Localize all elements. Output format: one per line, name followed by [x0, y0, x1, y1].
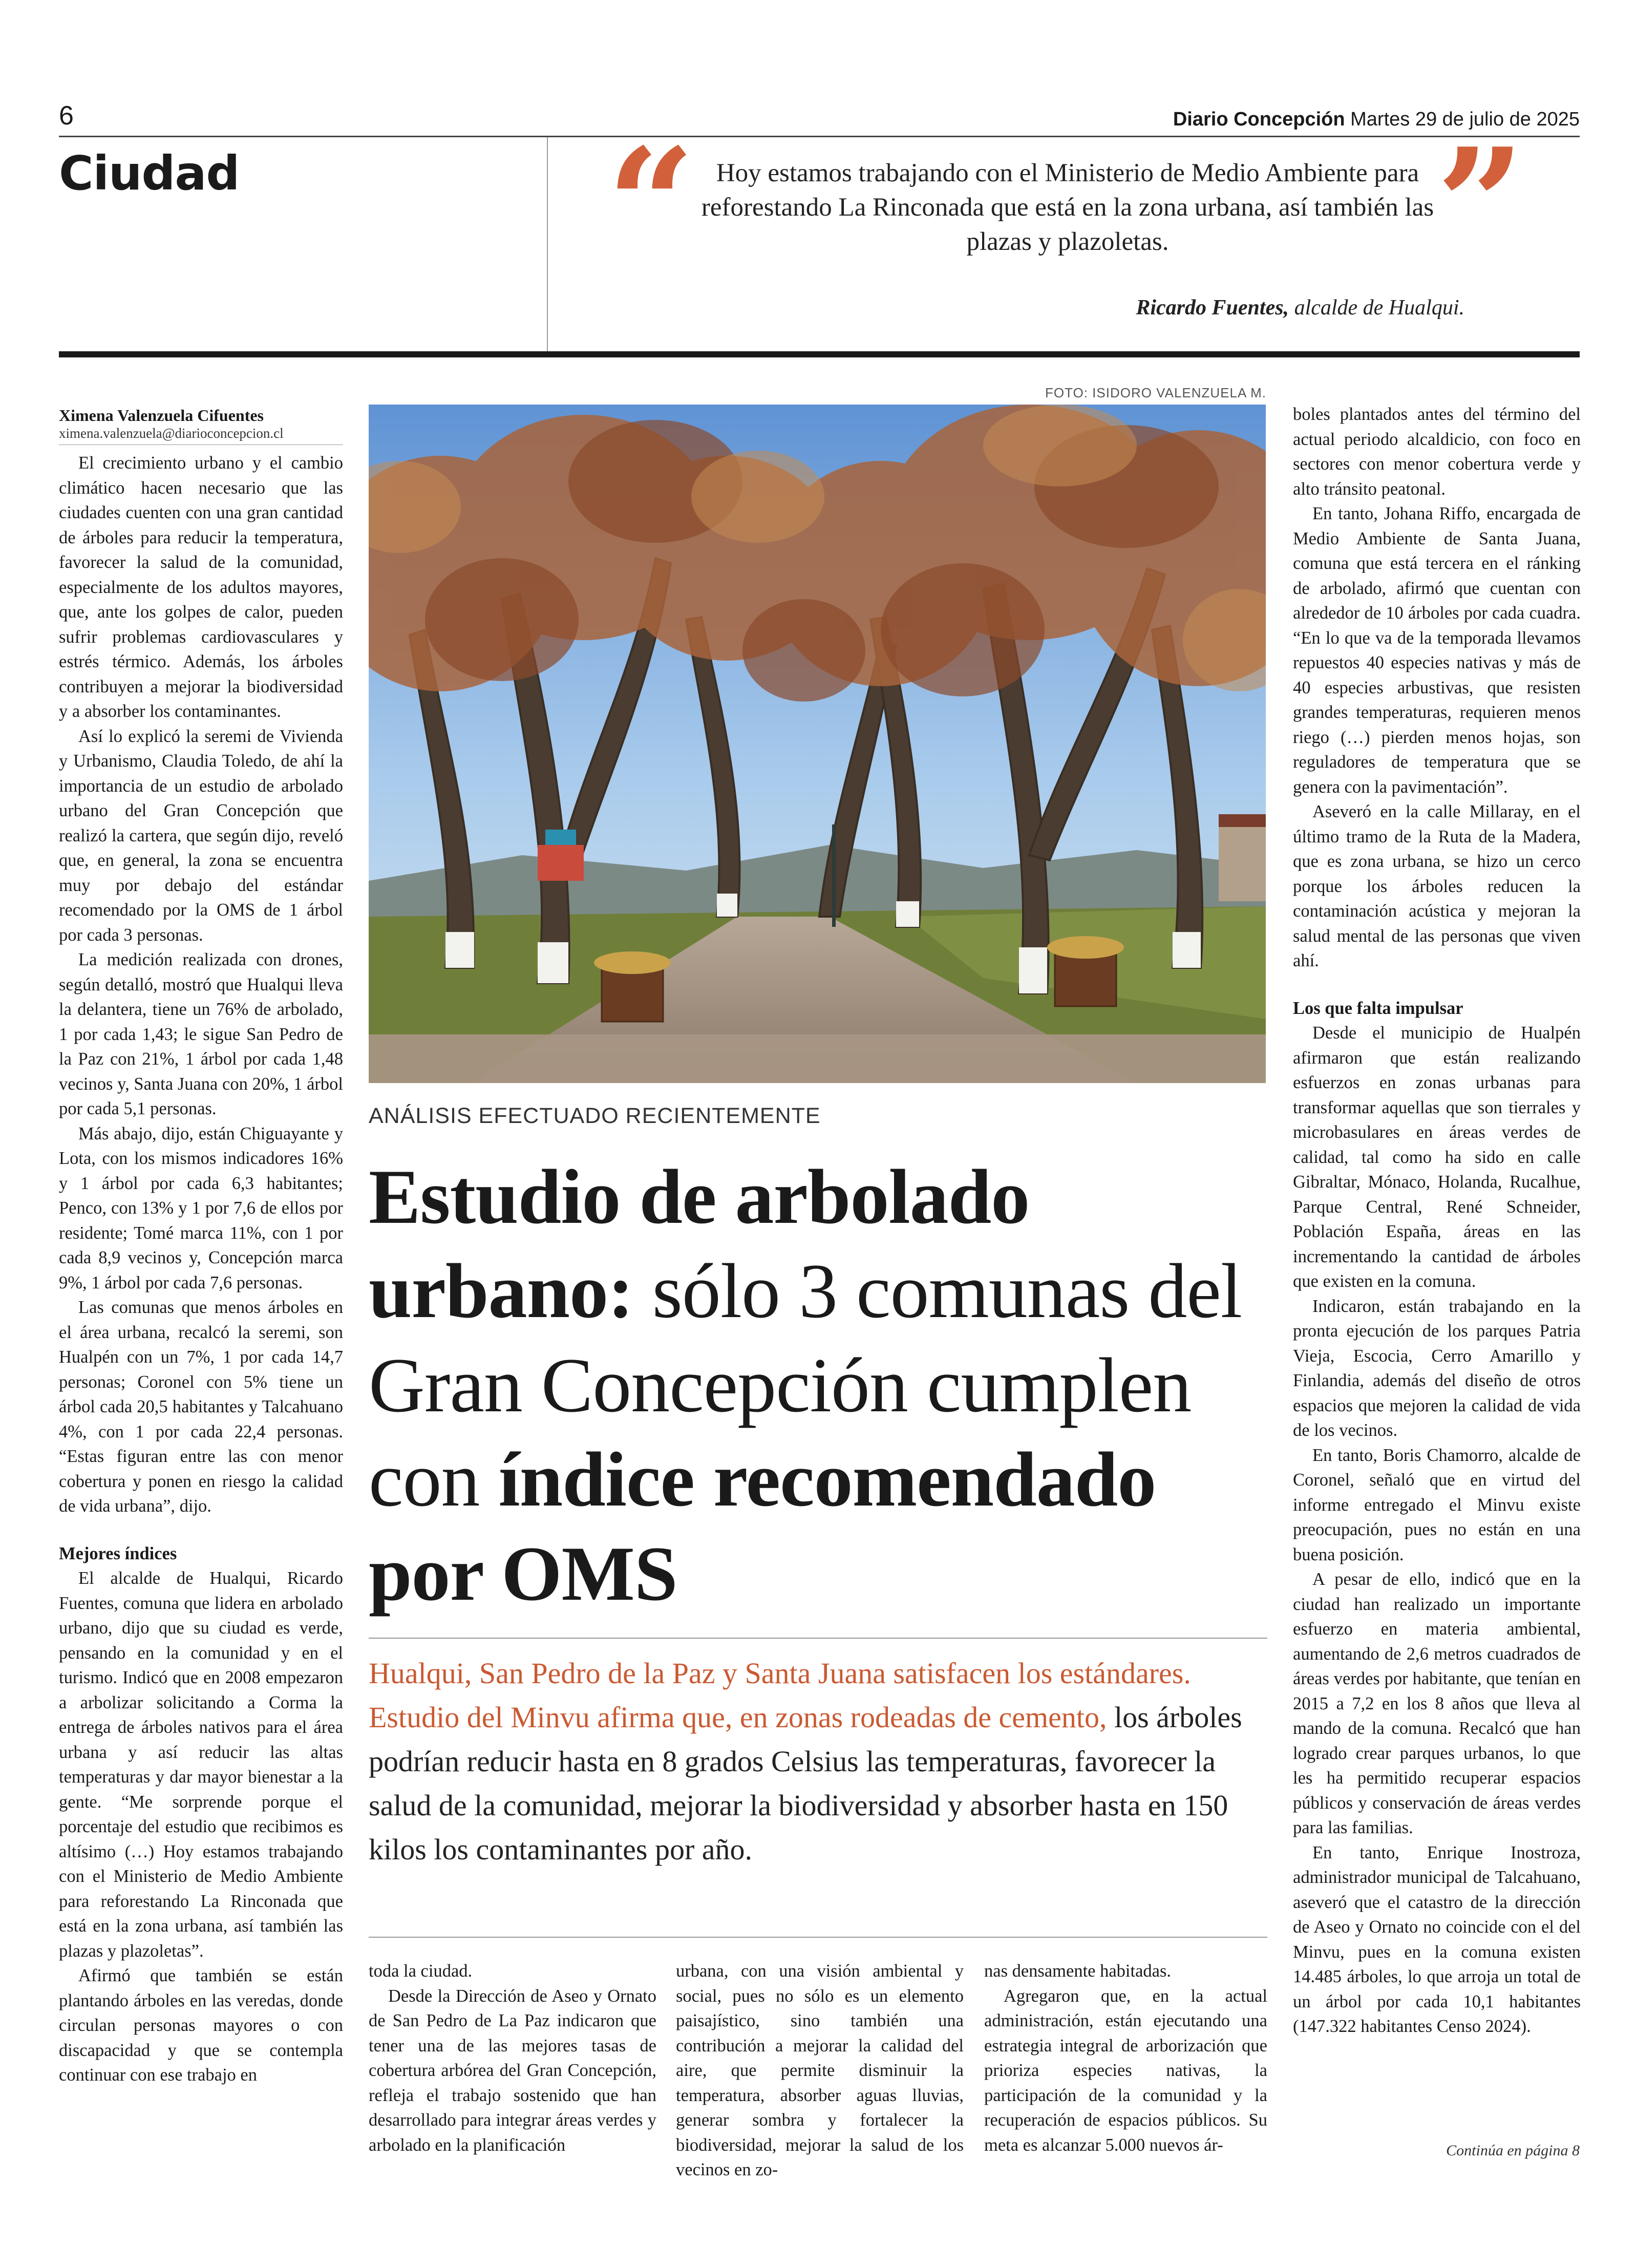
paragraph: En tanto, Enrique Inostroza, administrador municipal de Talcahuano, aseveró que el catastro de la dirección de Aseo y Ornato no coincide con el del Minvu, pues en la comuna existen 14.485 árboles, lo que arroja un total de un árbol por cada 10,1 habitantes (147.322 habitantes Censo 2024).: [1293, 1842, 1581, 2036]
article-photo: [369, 405, 1266, 1083]
paragraph: Así lo explicó la seremi de Vivienda y Urbanismo, Claudia Toledo, de ahí la importancia de un estudio de arbolado urbano del Gran Concepción que realizó la cartera, que según dijo, reveló que, en general, la zona se encuentra muy por debajo del estándar recomendado por la OMS de 1 árbol por cada 3 personas.: [59, 726, 343, 945]
paragraph: Agregaron que, en la actual administración, están ejecutando una estrategia integral de arborización que prioriza especies nativas, la participación de la comunidad y la recuperación de espacios públicos. Su meta es alcanzar 5.000 nuevos ár-: [984, 1986, 1267, 2155]
subhead-mejores-indices: Mejores índices: [59, 1543, 177, 1563]
paragraph: boles plantados antes del término del actual periodo alcaldicio, con foco en sectores con menor cobertura verde y alto tránsito peatonal.: [1293, 405, 1581, 499]
byline: [59, 406, 343, 445]
header-thick-rule: [59, 351, 1580, 357]
subhead-los-que-falta-impulsar: Los que falta impulsar: [1293, 998, 1463, 1018]
author-email: ximena.valenzuela@diarioconcepcion.cl: [59, 425, 343, 445]
headline-rule: [369, 1638, 1267, 1639]
pull-quote-text: Hoy estamos trabajando con el Ministerio de Medio Ambiente para reforestando La Rinconada que está en la zona urbana, así también las plazas y plazoletas.: [701, 159, 1434, 256]
article-column-5: [1293, 402, 1581, 2039]
paragraph: El alcalde de Hualqui, Ricardo Fuentes, comuna que lidera en arbolado urbano, dijo que su ciudad es verde, pensando en la comunidad y en el turismo. Indicó que en 2008 empezaron a arbolizar solicitando a Corma la entrega de árboles nativos para el área urbana y así reducir las altas temperaturas y dar mayor bienestar a la gente. “Me sorprende porque el porcentaje del estudio que recibimos es altísimo (…) Hoy estamos trabajando con el Ministerio de Medio Ambiente para reforestando La Rinconada que está en la zona urbana, así también las plazas y plazoletas”.: [59, 1568, 343, 1961]
paragraph: urbana, con una visión ambiental y social, pues no sólo es un elemento paisajístico, sino también una contribución a mejorar la calidad del aire, que permite disminuir la temperatura, absorber aguas lluvias, generar sombra y fortalecer la biodiversidad, mejorar la salud de los vecinos en zo-: [676, 1961, 964, 2179]
deck-text: los árboles podrían reducir hasta en 8 grados Celsius las temperaturas, favorecer la salud de la comunidad, mejorar la biodiversidad y absorber hasta en 150 kilos los contaminantes por año.: [369, 1701, 1242, 1866]
paragraph: En tanto, Boris Chamorro, alcalde de Coronel, señaló que en virtud del informe entregado el Minvu existe preocupación, pues no están en una buena posición.: [1293, 1445, 1581, 1564]
headline-light-part: sólo 3 comunas del Gran Concepción cumplen con: [369, 1248, 1242, 1522]
paragraph: Desde la Dirección de Aseo y Ornato de San Pedro de La Paz indicaron que tener una de las mejores tasas de cobertura arbórea del Gran Concepción, refleja el trabajo sostenido que han desarrollado para integrar áreas verdes y arbolado en la planificación: [369, 1986, 656, 2155]
quote-open-icon: “: [607, 114, 695, 295]
deck-highlight: Hualqui, San Pedro de la Paz y Santa Juana satisfacen los estándares. Estudio del Minvu afirma que, en zonas rodeadas de cemento,: [369, 1657, 1191, 1734]
deck-rule: [369, 1937, 1267, 1938]
article-column-3: [676, 1959, 964, 2182]
issue-date: Martes 29 de julio de 2025: [1350, 109, 1580, 130]
paragraph: En tanto, Johana Riffo, encargada de Medio Ambiente de Santa Juana, comuna que está tercera en el ránking de arbolado, afirmó que cuentan con alrededor de 10 árboles por cada cuadra. “En lo que va de la temporada llevamos repuestos 40 especies nativas y más de 40 especies arbustivas, que resisten grandes temperaturas, requieren menos riego (…) pierden menos hojas, son reguladores de temperatura que se genera con la pavimentación”.: [1293, 504, 1581, 797]
paragraph: Las comunas que menos árboles en el área urbana, recalcó la seremi, son Hualpén con un 7%, 1 por cada 14,7 personas; Coronel con 5% tiene un árbol cada 20,5 habitantes y Talcahuano 4%, con 1 por cada 22,4 personas. “Estas figuran entre las con menor cobertura y ponen en riesgo la calidad de vida urbana”, dijo.: [59, 1298, 343, 1516]
author-name: Ximena Valenzuela Cifuentes: [59, 406, 264, 425]
continued-on-page: Continúa en página 8: [1446, 2142, 1580, 2159]
quote-close-icon: ”: [1436, 114, 1525, 295]
article-column-2: [369, 1959, 656, 2157]
paragraph: Más abajo, dijo, están Chiguayante y Lota, con los mismos indicadores 16% y 1 árbol por cada 6,3 habitantes; Penco, con 13% y 1 por 7,6 de ellos por residente; Tomé marca 11%, con 1 por cada 8,9 vecinos y, Concepción marca 9%, 1 árbol por cada 7,6 personas.: [59, 1124, 343, 1292]
top-rule: [59, 136, 1580, 137]
paragraph: Afirmó que también se están plantando árboles en las veredas, donde circulan personas mayores o con discapacidad y que se contempla continuar con ese trabajo en: [59, 1966, 343, 2085]
paragraph: El crecimiento urbano y el cambio climático hacen necesario que las ciudades cuenten con una gran cantidad de árboles para reducir la temperatura, favorecer la salud de la comunidad, especialmente de los adultos mayores, que, ante los golpes de calor, pueden sufrir problemas cardiovasculares y estrés térmico. Además, los árboles contribuyen a mejorar la biodiversidad y a absorber los contaminantes.: [59, 453, 343, 721]
photo-credit: FOTO: ISIDORO VALENZUELA M.: [1045, 385, 1266, 400]
paragraph: toda la ciudad.: [369, 1961, 473, 1981]
newspaper-name: Diario Concepción: [1173, 109, 1345, 130]
paragraph: A pesar de ello, indicó que en la ciudad han realizado un importante esfuerzo en materia ambiental, aumentando de 2,6 metros cuadrados de áreas verdes por habitante, que tenían en 2015 a 7,2 en los 8 años que lleva al mando de la comuna. Recalcó que han logrado crear parques urbanos, lo que les ha permitido recuperar espacios públicos y conservación de áreas verdes para las familias.: [1293, 1570, 1581, 1837]
quote-role: alcalde de Hualqui.: [1289, 296, 1464, 320]
article-headline: [369, 1150, 1270, 1621]
article-deck: [369, 1651, 1270, 1872]
article-column-1: [59, 451, 343, 2088]
paragraph: Aseveró en la calle Millaray, en el último tramo de la Ruta de la Madera, que es zona urbana, se hizo un cerco porque los árboles reducen la contaminación acústica y mejoran la salud mental de las personas que viven ahí.: [1293, 802, 1581, 970]
section-title: Ciudad: [59, 146, 240, 201]
paragraph: Desde el municipio de Hualpén afirmaron que están realizando esfuerzos en zonas urbanas para transformar aquellas que son tierrales y microbasulares en áreas verdes de calidad, tal como ha sido en calle Gibraltar, Mónaco, Holanda, Rucalhue, Parque Central, René Schneider, Población España, áreas en las incrementando la cantidad de árboles que existen en la comuna.: [1293, 1023, 1581, 1291]
paragraph: nas densamente habitadas.: [984, 1961, 1171, 1981]
headline-bold-part-2: índice recomendado por OMS: [369, 1436, 1156, 1617]
page-number: 6: [59, 101, 74, 131]
paragraph: La medición realizada con drones, según detalló, mostró que Hualqui lleva la delantera, tiene un 76% de arbolado, 1 por cada 1,43; le sigue San Pedro de la Paz con 21%, 1 árbol por cada 1,48 vecinos y, Santa Juana con 20%, 1 árbol por cada 5,1 personas.: [59, 950, 343, 1118]
headline-bold-part-1: Estudio de arbolado urbano:: [369, 1154, 1030, 1334]
paragraph: Indicaron, están trabajando en la pronta ejecución de los parques Patria Vieja, Escocia, Cerro Amarillo y Finlandia, además del diseño de otros espacios que mejoren la calidad de vida de los vecinos.: [1293, 1296, 1581, 1440]
pull-quote-attribution: [666, 295, 1464, 320]
quote-author: Ricardo Fuentes,: [1136, 296, 1289, 320]
article-column-4: [984, 1959, 1267, 2157]
header-divider: [547, 137, 548, 351]
article-kicker: ANÁLISIS EFECTUADO RECIENTEMENTE: [369, 1104, 821, 1128]
